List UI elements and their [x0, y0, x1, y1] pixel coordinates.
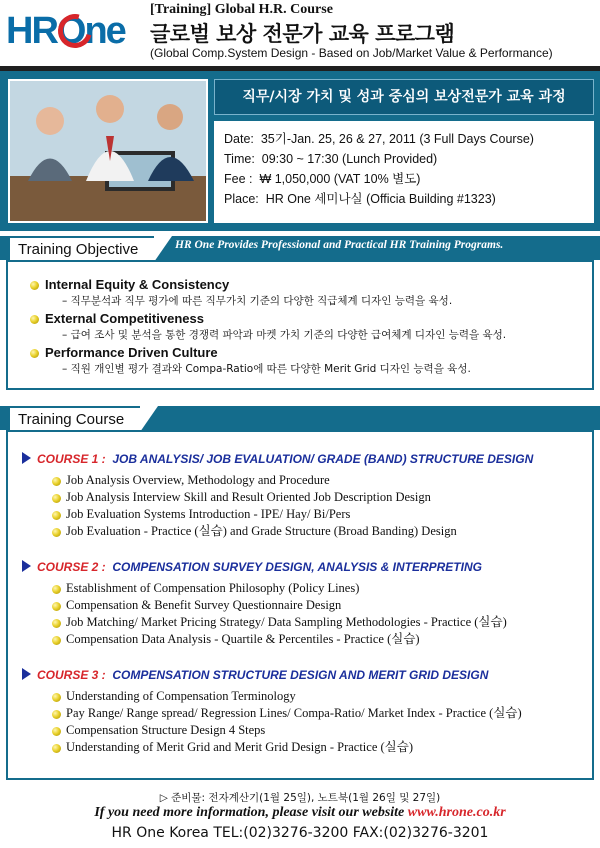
- bullet-icon: [52, 744, 61, 753]
- course-item: Pay Range/ Range spread/ Regression Lines/ Compa-Ratio/ Market Index - Practice (실습): [22, 705, 578, 722]
- objective-header-bar: [0, 236, 600, 260]
- contact-line: HR One Korea TEL:(02)3276-3200 FAX:(02)3276-3201: [111, 825, 489, 841]
- info-time: Time: 09:30 ~ 17:30 (Lunch Provided): [224, 152, 438, 166]
- bullet-icon: [52, 602, 61, 611]
- course-info-box: [214, 121, 594, 223]
- bullet-icon: [52, 494, 61, 503]
- course-item: Job Matching/ Market Pricing Strategy/ Data Sampling Methodologies - Practice (실습): [22, 614, 578, 631]
- bullet-icon: [52, 511, 61, 520]
- objective-tagline: HR One Provides Professional and Practical HR Training Programs.: [175, 239, 504, 251]
- business-team-photo: [8, 79, 208, 223]
- info-place: Place: HR One 세미나실 (Officia Building #1323): [224, 192, 496, 206]
- course-heading: Training Course: [8, 406, 142, 432]
- course-item: Job Evaluation Systems Introduction - IPE/ Hay/ Bi/Pers: [22, 506, 578, 523]
- hrone-logo[interactable]: [6, 10, 134, 54]
- course-header-bar: [0, 406, 600, 430]
- course-item: Understanding of Merit Grid and Merit Grid Design - Practice (실습): [22, 739, 578, 756]
- page-subtitle: (Global Comp.System Design - Based on Job/Market Value & Performance): [150, 46, 553, 60]
- website-link[interactable]: www.hrone.co.kr: [407, 805, 506, 820]
- arrow-right-icon: [22, 452, 31, 464]
- course-panel: [6, 430, 594, 780]
- course-item: Job Analysis Overview, Methodology and Procedure: [22, 472, 578, 489]
- info-date: Date: 35기-Jan. 25, 26 & 27, 2011 (3 Full Days Course): [224, 132, 534, 146]
- course-item: Compensation Data Analysis - Quartile & Percentiles - Practice (실습): [22, 631, 578, 648]
- bullet-icon: [52, 477, 61, 486]
- bullet-icon: [52, 585, 61, 594]
- objective-item: Internal Equity & Consistency: [30, 276, 578, 293]
- objective-desc: – 직원 개인별 평가 결과와 Compa-Ratio에 따른 다양한 Merit Grid 디자인 능력을 육성.: [62, 363, 471, 375]
- objective-desc: – 급여 조사 및 분석을 통한 경쟁력 파악과 마켓 가치 기준의 다양한 급여체계 디자인 능력을 육성.: [62, 329, 507, 341]
- bullet-icon: [52, 693, 61, 702]
- bullet-icon: [30, 315, 39, 324]
- objective-panel: [6, 260, 594, 390]
- info-fee: Fee : ₩ 1,050,000 (VAT 10% 별도): [224, 172, 421, 186]
- course-item: Compensation Structure Design 4 Steps: [22, 722, 578, 739]
- course-tag: [Training] Global H.R. Course: [150, 2, 333, 17]
- objective-item: Performance Driven Culture: [30, 344, 578, 361]
- course-item: Establishment of Compensation Philosophy (Policy Lines): [22, 580, 578, 597]
- objective-item: External Competitiveness: [30, 310, 578, 327]
- preparation-note: ▷ 준비물: 전자계산기(1월 25일), 노트북(1월 26일 및 27일): [159, 792, 441, 804]
- course-item: Understanding of Compensation Terminology: [22, 688, 578, 705]
- course-2-heading: COURSE 2 : COMPENSATION SURVEY DESIGN, ANALYSIS & INTERPRETING: [22, 558, 578, 576]
- arrow-right-icon: [22, 668, 31, 680]
- header: [0, 0, 600, 68]
- arrow-right-icon: [22, 560, 31, 572]
- objective-desc: – 직무분석과 직무 평가에 따른 직무가치 기준의 다양한 직급체계 디자인 능력을 육성.: [62, 295, 453, 307]
- bullet-icon: [52, 727, 61, 736]
- bullet-icon: [30, 281, 39, 290]
- logo-text: HROne: [6, 10, 125, 52]
- bullet-icon: [52, 710, 61, 719]
- page-title: 글로벌 보상 전문가 교육 프로그램: [150, 22, 455, 46]
- course-3-heading: COURSE 3 : COMPENSATION STRUCTURE DESIGN AND MERIT GRID DESIGN: [22, 666, 578, 684]
- bullet-icon: [52, 636, 61, 645]
- objective-heading: Training Objective: [8, 236, 156, 262]
- photo-illustration-icon: [10, 81, 206, 221]
- intro-band: [0, 71, 600, 231]
- bullet-icon: [52, 619, 61, 628]
- website-line: If you need more information, please visit our website www.hrone.co.kr: [94, 805, 506, 820]
- course-item: Job Analysis Interview Skill and Result Oriented Job Description Design: [22, 489, 578, 506]
- course-1-heading: COURSE 1 : JOB ANALYSIS/ JOB EVALUATION/ GRADE (BAND) STRUCTURE DESIGN: [22, 450, 578, 468]
- bullet-icon: [30, 349, 39, 358]
- intro-title: 직무/시장 가치 및 성과 중심의 보상전문가 교육 과정: [214, 79, 594, 115]
- bullet-icon: [52, 528, 61, 537]
- course-item: Job Evaluation - Practice (실습) and Grade Structure (Broad Banding) Design: [22, 523, 578, 540]
- course-item: Compensation & Benefit Survey Questionnaire Design: [22, 597, 578, 614]
